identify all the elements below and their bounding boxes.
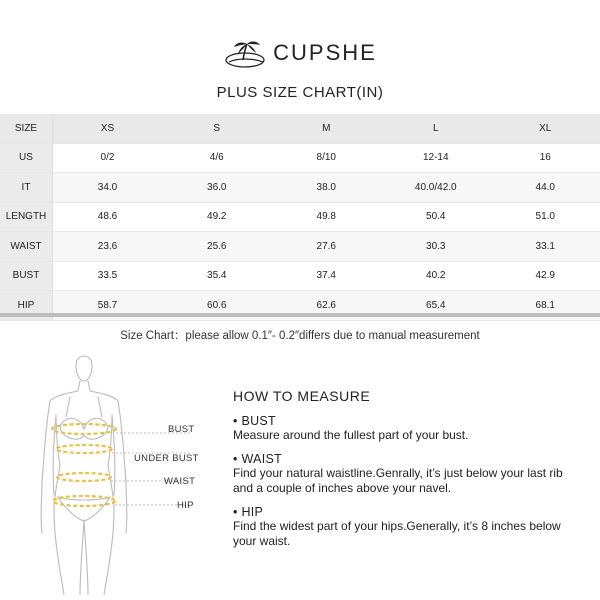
table-row-label: LENGTH [0, 202, 53, 232]
measure-item-hip [233, 505, 578, 549]
table-header-cell: L [381, 114, 491, 143]
table-header-cell: M [272, 114, 382, 143]
table-header-row [0, 114, 600, 143]
table-cell: 16 [491, 143, 600, 173]
table-row-label: BUST [0, 261, 53, 291]
figure-label-bust: BUST [168, 424, 195, 435]
table-cell: 40.0/42.0 [381, 173, 491, 203]
table-cell: 40.2 [381, 261, 491, 291]
measure-item-bust [233, 414, 578, 443]
palm-tree-logo-icon [223, 38, 267, 68]
table-cell: 48.6 [53, 202, 163, 232]
table-row-label: WAIST [0, 232, 53, 262]
table-bottom-rule [0, 313, 600, 317]
table-cell: 58.7 [53, 291, 163, 321]
size-chart-table [0, 114, 600, 321]
how-to-measure-section [233, 388, 578, 558]
table-header-cell: S [162, 114, 272, 143]
table-cell: 34.0 [53, 173, 163, 203]
table-row [0, 143, 600, 173]
table-cell: 49.8 [272, 202, 382, 232]
figure-label-hip: HIP [177, 500, 194, 511]
measure-item-desc: Find your natural waistline.Genrally, it’s just below your last rib and a couple of inches above your navel. [233, 466, 563, 495]
table-cell: 38.0 [272, 173, 382, 203]
table-row [0, 261, 600, 291]
table-header-cell: XL [491, 114, 600, 143]
chart-title: PLUS SIZE CHART(IN) [216, 84, 384, 101]
table-cell: 62.6 [272, 291, 382, 321]
table-cell: 33.1 [491, 232, 600, 262]
figure-label-under-bust: UNDER BUST [134, 453, 199, 464]
figure-label-waist: WAIST [164, 476, 196, 487]
table-row-label: HIP [0, 291, 53, 321]
table-cell: 23.6 [53, 232, 163, 262]
table-cell: 60.6 [162, 291, 272, 321]
brand-name: CUPSHE [273, 40, 377, 65]
table-cell: 42.9 [491, 261, 600, 291]
table-cell: 49.2 [162, 202, 272, 232]
table-cell: 8/10 [272, 143, 382, 173]
measure-item-desc: Measure around the fullest part of your bust. [233, 428, 469, 442]
table-cell: 0/2 [53, 143, 163, 173]
measure-item-title: • HIP [233, 505, 264, 519]
body-outline-figure [40, 355, 200, 595]
how-to-measure-title: HOW TO MEASURE [233, 388, 371, 404]
table-header-cell: SIZE [0, 114, 53, 143]
table-row [0, 232, 600, 262]
table-cell: 44.0 [491, 173, 600, 203]
measure-item-waist [233, 452, 578, 496]
measure-item-title: • WAIST [233, 452, 283, 466]
measure-item-desc: Find the widest part of your hips.Generally, it’s 8 inches below your waist. [233, 519, 561, 548]
table-cell: 25.6 [162, 232, 272, 262]
table-row [0, 202, 600, 232]
table-cell: 36.0 [162, 173, 272, 203]
table-cell: 30.3 [381, 232, 491, 262]
table-header-cell: XS [53, 114, 163, 143]
brand-header [0, 38, 600, 68]
table-row-label: IT [0, 173, 53, 203]
table-cell: 51.0 [491, 202, 600, 232]
table-cell: 27.6 [272, 232, 382, 262]
table-cell: 37.4 [272, 261, 382, 291]
table-cell: 35.4 [162, 261, 272, 291]
table-row [0, 173, 600, 203]
table-cell: 4/6 [162, 143, 272, 173]
table-cell: 50.4 [381, 202, 491, 232]
table-cell: 65.4 [381, 291, 491, 321]
table-cell: 33.5 [53, 261, 163, 291]
table-cell: 68.1 [491, 291, 600, 321]
table-row-label: US [0, 143, 53, 173]
table-cell: 12-14 [381, 143, 491, 173]
measurement-note: Size Chart：please allow 0.1″- 0.2″differs due to manual measurement [120, 330, 480, 342]
measure-item-title: • BUST [233, 414, 276, 428]
